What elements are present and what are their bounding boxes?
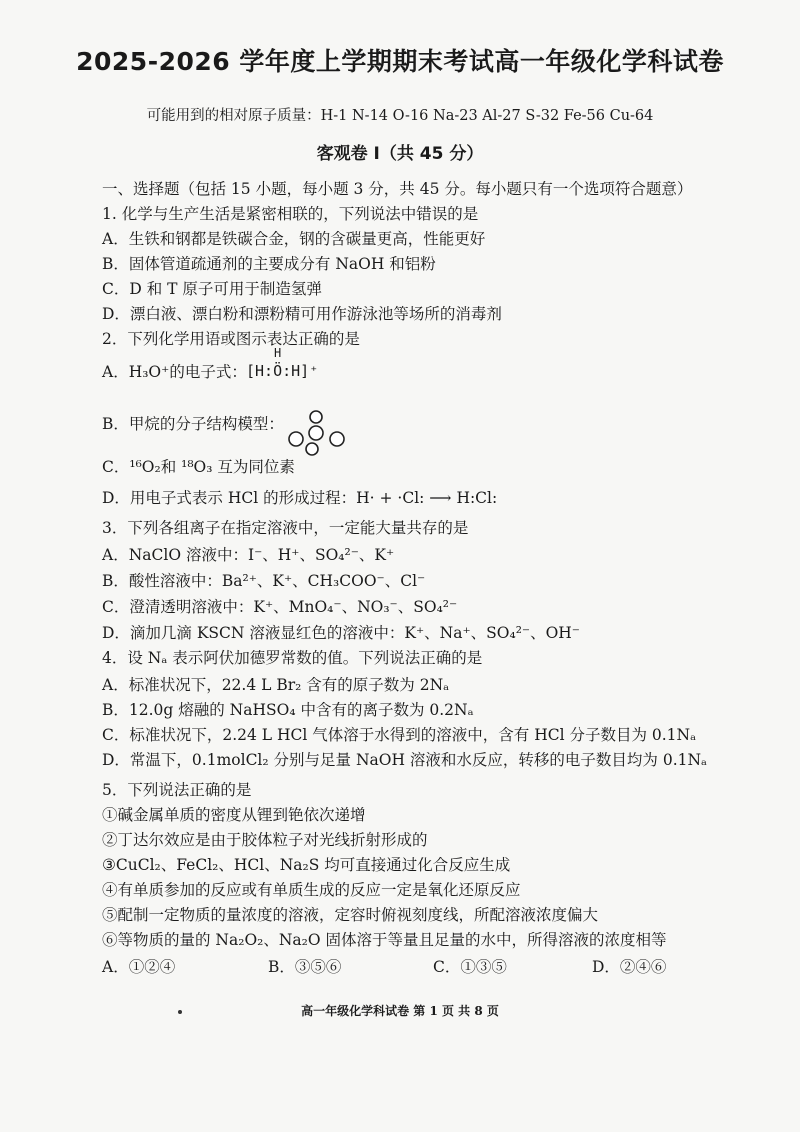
q2-stem: 2．下列化学用语或图示表达正确的是 xyxy=(102,330,360,348)
q5-statement-3: ③CuCl₂、FeCl₂、HCl、Na₂S 均可直接通过化合反应生成 xyxy=(102,856,511,874)
q3-option-a: A．NaClO 溶液中：I⁻、H⁺、SO₄²⁻、K⁺ xyxy=(102,546,395,564)
q5-option-d: D．②④⑥ xyxy=(592,958,667,976)
q5-option-c: C．①③⑤ xyxy=(433,958,507,976)
q1-option-d: D．漂白液、漂白粉和漂粉精可用作游泳池等场所的消毒剂 xyxy=(102,305,502,323)
instruction: 一、选择题（包括 15 小题，每小题 3 分，共 45 分。每小题只有一个选项符合题意） xyxy=(102,180,693,198)
methane-ball-model xyxy=(282,409,352,457)
q4-option-a: A．标准状况下，22.4 L Br₂ 含有的原子数为 2Nₐ xyxy=(102,676,450,694)
exam-title: 2025-2026 学年度上学期期末考试高一年级化学科试卷 xyxy=(76,47,724,76)
section-title: 客观卷 I（共 45 分） xyxy=(316,144,484,164)
q3-option-b: B．酸性溶液中：Ba²⁺、K⁺、CH₃COO⁻、Cl⁻ xyxy=(102,572,426,590)
atomic-masses: 可能用到的相对原子质量：H-1 N-14 O-16 Na-23 Al-27 S-32 Fe-56 Cu-64 xyxy=(146,108,654,124)
q4-option-d: D．常温下，0.1molCl₂ 分别与足量 NaOH 溶液和水反应，转移的电子数目均为 0.1Nₐ xyxy=(102,751,708,769)
q5-statement-4: ④有单质参加的反应或有单质生成的反应一定是氧化还原反应 xyxy=(102,881,521,899)
q5-statement-1: ①碱金属单质的密度从锂到铯依次递增 xyxy=(102,806,366,824)
q1-option-c: C．D 和 T 原子可用于制造氢弹 xyxy=(102,280,322,298)
q3-option-c: C．澄清透明溶液中：K⁺、MnO₄⁻、NO₃⁻、SO₄²⁻ xyxy=(102,598,458,616)
q5-option-b: B．③⑤⑥ xyxy=(268,958,342,976)
q4-option-c: C．标准状况下，2.24 L HCl 气体溶于水得到的溶液中，含有 HCl 分子数目为 0.1Nₐ xyxy=(102,726,697,744)
q5-option-a: A．①②④ xyxy=(102,958,176,976)
q1-stem: 1. 化学与生产生活是紧密相联的，下列说法中错误的是 xyxy=(102,205,479,223)
q5-statement-6: ⑥等物质的量的 Na₂O₂、Na₂O 固体溶于等量且足量的水中，所得溶液的浓度相等 xyxy=(102,931,667,949)
q2-option-b: B．甲烷的分子结构模型： xyxy=(102,415,284,433)
q1-option-b: B．固体管道疏通剂的主要成分有 NaOH 和铝粉 xyxy=(102,255,436,273)
page-footer: 高一年级化学科试卷 第 1 页 共 8 页 xyxy=(301,1004,499,1018)
q3-option-d: D．滴加几滴 KSCN 溶液显红色的溶液中：K⁺、Na⁺、SO₄²⁻、OH⁻ xyxy=(102,624,580,642)
q2-option-c: C．¹⁶O₂和 ¹⁸O₃ 互为同位素 xyxy=(102,458,295,476)
q5-statement-5: ⑤配制一定物质的量浓度的溶液，定容时俯视刻度线，所配溶液浓度偏大 xyxy=(102,906,599,924)
q3-stem: 3．下列各组离子在指定溶液中，一定能大量共存的是 xyxy=(102,519,469,537)
q5-statement-2: ②丁达尔效应是由于胶体粒子对光线折射形成的 xyxy=(102,831,428,849)
q2-option-a: A．H₃O⁺的电子式： xyxy=(102,363,247,381)
q2-a-formula-top: H xyxy=(274,346,282,360)
q5-stem: 5．下列说法正确的是 xyxy=(102,781,252,799)
q4-stem: 4．设 Nₐ 表示阿伏加德罗常数的值。下列说法正确的是 xyxy=(102,649,483,667)
q2-a-formula: [H:Ö:H]⁺ xyxy=(246,362,319,380)
q2-option-d: D．用电子式表示 HCl 的形成过程：H· + ·Cl: ⟶ H:Cl: xyxy=(102,489,498,507)
q1-option-a: A．生铁和钢都是铁碳合金，钢的含碳量更高，性能更好 xyxy=(102,230,486,248)
q4-option-b: B．12.0g 熔融的 NaHSO₄ 中含有的离子数为 0.2Nₐ xyxy=(102,701,474,719)
